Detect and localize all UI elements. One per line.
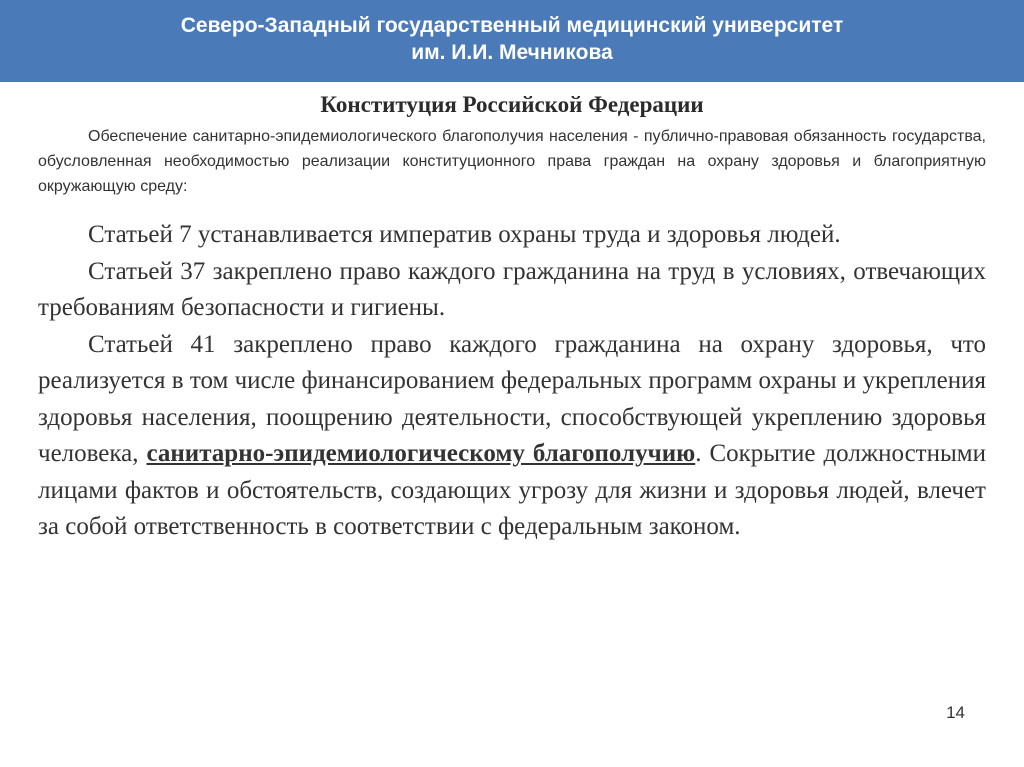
article-41-text-start: Статьей 41 закреплено право каждого гражданина на охрану здоровья, что реализуется в том числе финансированием федеральных программ охраны и укрепления здоровья населения, поощрению деятельности, способствующей укреплению здоровья человека, [38,330,986,467]
article-41-emphasis: санитарно-эпидемиологическому благополучию [146,440,696,467]
slide-content [38,88,986,546]
slide-title: Конституция Российской Федерации [320,92,704,117]
header-banner [0,0,1024,82]
intro-paragraph: Обеспечение санитарно-эпидемиологического благополучия населения - публично-правовая обязанность государства, обусловленная необходимостью реализации конституционного права граждан на охрану здоровья и благоприятную окружающую среду: [38,128,986,195]
article-37-paragraph: Статьей 37 закреплено право каждого гражданина на труд в условиях, отвечающих требованиям безопасности и гигиены. [38,257,986,321]
university-subtitle: им. И.И. Мечникова [411,41,613,64]
article-7-paragraph: Статьей 7 устанавливается императив охраны труда и здоровья людей. [88,221,841,248]
page-number: 14 [946,703,965,722]
university-name: Северо-Западный государственный медицинский университет [180,14,844,37]
article-41-text-end: . Сокрытие должностными лицами фактов и обстоятельств, создающих угрозу для жизни и здоровья людей, влечет за собой ответственность в соответствии с федеральным законом. [38,440,986,540]
article-41-paragraph [38,327,986,546]
